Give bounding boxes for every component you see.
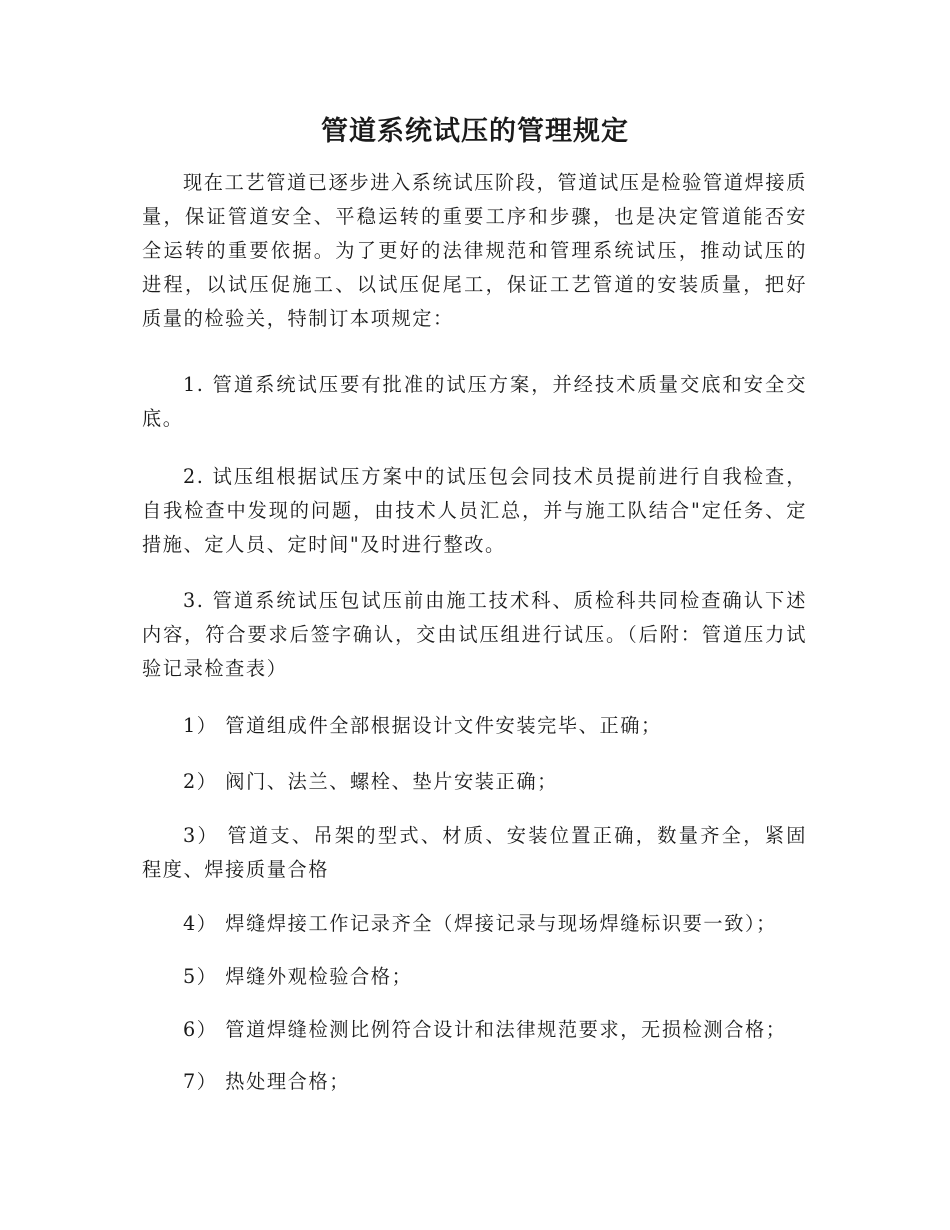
checklist-item-3: 3） 管道支、吊架的型式、材质、安装位置正确，数量齐全，紧固程度、焊接质量合格 (142, 824, 807, 881)
rule-item-2: 2. 试压组根据试压方案中的试压包会同技术员提前进行自我检查，自我检查中发现的问题，由技术人员汇总，并与施工队结合"定任务、定措施、定人员、定时间"及时进行整改。 (142, 465, 807, 556)
checklist-item-2: 2） 阀门、法兰、螺栓、垫片安装正确； (183, 770, 558, 793)
checklist-item-4: 4） 焊缝焊接工作记录齐全（焊接记录与现场焊缝标识要一致）； (183, 912, 777, 935)
checklist-item-5: 5） 焊缝外观检验合格； (183, 965, 413, 988)
document-title: 管道系统试压的管理规定 (321, 116, 629, 147)
checklist-item-1: 1） 管道组成件全部根据设计文件安装完毕、正确； (183, 714, 662, 737)
checklist-item-6: 6） 管道焊缝检测比例符合设计和法律规范要求，无损检测合格； (183, 1018, 787, 1041)
rule-item-1: 1. 管道系统试压要有批准的试压方案，并经技术质量交底和安全交底。 (142, 373, 807, 430)
rule-item-3: 3. 管道系统试压包试压前由施工技术科、质检科共同检查确认下述内容，符合要求后签字确认，交由试压组进行试压。（后附：管道压力试验记录检查表） (142, 589, 807, 680)
checklist-item-7: 7） 热处理合格； (183, 1070, 351, 1093)
intro-paragraph: 现在工艺管道已逐步进入系统试压阶段，管道试压是检验管道焊接质量，保证管道安全、平稳运转的重要工序和步骤，也是决定管道能否安全运转的重要依据。为了更好的法律规范和管理系统试压，推动试压的进程，以试压促施工、以试压促尾工，保证工艺管道的安装质量，把好质量的检验关，特制订本项规定： (142, 171, 807, 330)
